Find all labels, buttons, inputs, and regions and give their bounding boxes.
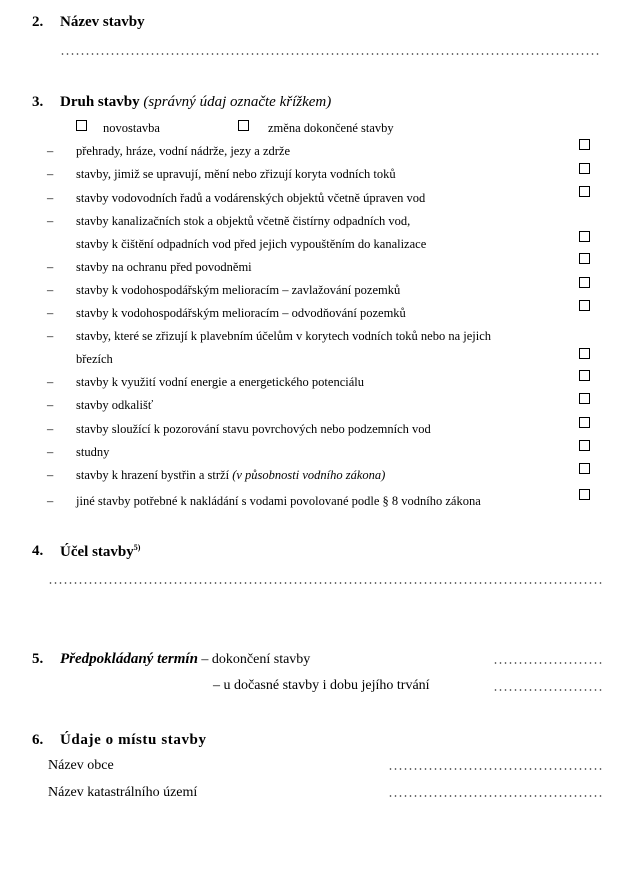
section-5-title: Předpokládaný termín xyxy=(60,651,198,667)
checkbox-zmena-stavby[interactable] xyxy=(238,120,249,131)
checkbox-vodovody[interactable] xyxy=(579,186,590,197)
item-koryta: stavby, jimiž se upravují, mění nebo zřizují koryta vodních toků xyxy=(76,167,396,181)
item-kanalizace: stavby kanalizačních stok a objektů včetně čistírny odpadních vod, xyxy=(76,214,411,228)
item-pozorovani: stavby sloužící k pozorování stavu povrchových nebo podzemních vod xyxy=(76,422,431,436)
dash: – xyxy=(47,329,54,343)
dash: – xyxy=(47,494,54,508)
section-3-number: 3. xyxy=(32,94,44,110)
checkbox-vodni-energie[interactable] xyxy=(579,370,590,381)
item-odkaliste: stavby odkališť xyxy=(76,398,154,412)
dash: – xyxy=(47,375,54,389)
item-povodne: stavby na ochranu před povodněmi xyxy=(76,260,252,274)
section-3-title: Druh stavby xyxy=(60,94,140,110)
dash: – xyxy=(47,398,54,412)
section-5-fill-dokonceni[interactable] xyxy=(493,662,604,664)
dash: – xyxy=(47,191,54,205)
dash: – xyxy=(47,445,54,459)
checkbox-plavba[interactable] xyxy=(579,348,590,359)
item-bystriny xyxy=(76,468,385,483)
item-plavba-cont: březích xyxy=(76,352,113,366)
dash: – xyxy=(47,283,54,297)
section-4-footnote: 5) xyxy=(133,543,141,552)
section-4-title: Účel stavby xyxy=(60,544,134,560)
section-5-number: 5. xyxy=(32,651,44,667)
field-katastralni-uzemi-line[interactable] xyxy=(388,795,604,797)
checkbox-koryta[interactable] xyxy=(579,163,590,174)
section-4-number: 4. xyxy=(32,543,44,559)
section-2-title: Název stavby xyxy=(60,14,145,30)
checkbox-bystriny[interactable] xyxy=(579,463,590,474)
dash: – xyxy=(47,167,54,181)
label-novostavba: novostavba xyxy=(103,121,160,135)
dash: – xyxy=(47,214,54,228)
section-5-fill-trvani[interactable] xyxy=(493,689,604,691)
item-plavba: stavby, které se zřizují k plavebním účelům v korytech vodních toků nebo na jejich xyxy=(76,329,492,343)
section-3-note: (správný údaj označte křížkem) xyxy=(143,94,332,110)
checkbox-odvodnovani[interactable] xyxy=(579,300,590,311)
item-vodovody: stavby vodovodních řadů a vodárenských objektů včetně úpraven vod xyxy=(76,191,426,205)
section-2-number: 2. xyxy=(32,14,44,30)
item-kanalizace-cont: stavby k čištění odpadních vod před jejich vypouštěním do kanalizace xyxy=(76,237,427,251)
dash: – xyxy=(47,468,54,482)
section-4-heading xyxy=(60,543,140,561)
dash: – xyxy=(47,260,54,274)
field-nazev-obce-line[interactable] xyxy=(388,768,604,770)
dash: – xyxy=(47,306,54,320)
section-5-line1: – dokončení stavby xyxy=(201,652,311,667)
section-3-heading xyxy=(60,94,331,111)
item-vodni-energie: stavby k využití vodní energie a energetického potenciálu xyxy=(76,375,364,389)
section-2-fill-line[interactable] xyxy=(60,53,600,55)
checkbox-jine-stavby[interactable] xyxy=(579,489,590,500)
checkbox-zavlazovani[interactable] xyxy=(579,277,590,288)
checkbox-odkaliste[interactable] xyxy=(579,393,590,404)
section-6-title: Údaje o místu stavby xyxy=(60,732,207,748)
section-6-number: 6. xyxy=(32,732,44,748)
section-5-heading xyxy=(60,651,310,668)
section-5-line2: – u dočasné stavby i dobu jejího trvání xyxy=(213,678,430,693)
dash: – xyxy=(47,422,54,436)
checkbox-studny[interactable] xyxy=(579,440,590,451)
item-studny: studny xyxy=(76,445,110,459)
checkbox-povodne[interactable] xyxy=(579,253,590,264)
checkbox-prehrady[interactable] xyxy=(579,139,590,150)
dash: – xyxy=(47,144,54,158)
checkbox-pozorovani[interactable] xyxy=(579,417,590,428)
item-bystriny-text: stavby k hrazení bystřin a strží xyxy=(76,468,230,482)
field-nazev-obce-label: Název obce xyxy=(48,758,114,773)
field-katastralni-uzemi-label: Název katastrálního území xyxy=(48,785,198,800)
label-zmena-stavby: změna dokončené stavby xyxy=(268,121,394,135)
item-bystriny-note: (v působnosti vodního zákona) xyxy=(232,468,386,482)
checkbox-novostavba[interactable] xyxy=(76,120,87,131)
item-odvodnovani: stavby k vodohospodářským melioracím – odvodňování pozemků xyxy=(76,306,406,320)
item-prehrady: přehrady, hráze, vodní nádrže, jezy a zdrže xyxy=(76,144,290,158)
item-zavlazovani: stavby k vodohospodářským melioracím – zavlažování pozemků xyxy=(76,283,401,297)
section-4-fill-line[interactable] xyxy=(48,582,604,584)
checkbox-kanalizace[interactable] xyxy=(579,231,590,242)
item-jine-stavby: jiné stavby potřebné k nakládání s vodami povolované podle § 8 vodního zákona xyxy=(76,494,481,508)
